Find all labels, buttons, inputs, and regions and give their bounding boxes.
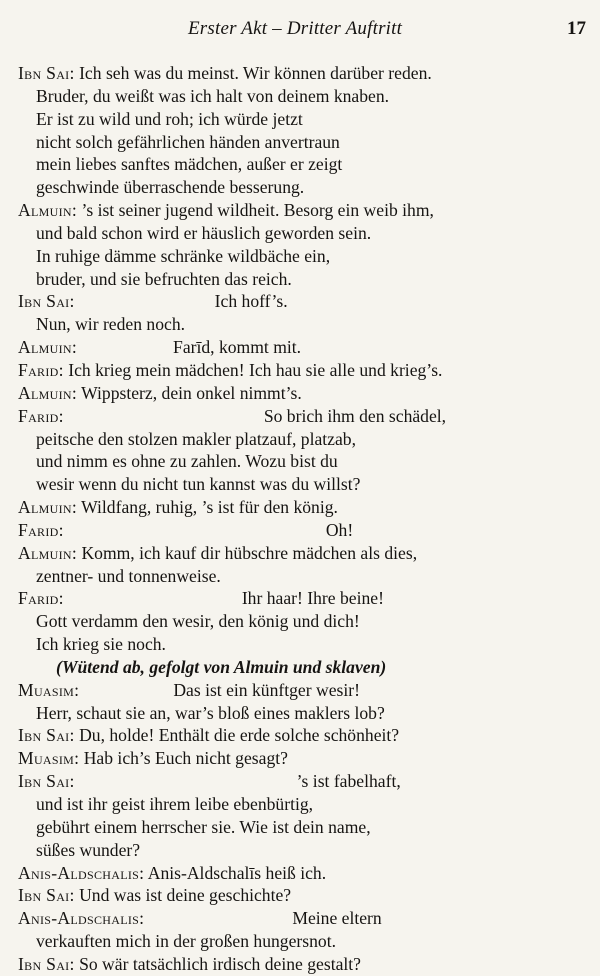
speaker-name: Farid: [18,359,64,380]
speech-line [18,290,588,313]
verse-line: verkauften mich in der großen hungersnot. [36,931,336,952]
speaker-name: Almuin: [18,200,78,221]
verse-line: Nun, wir reden noch. [36,314,186,335]
speaker-name: Ibn Sai: [18,63,75,83]
speech-text: So wär tatsächlich irdisch deine gestalt? [79,953,361,974]
verse-line: wesir wenn du nicht tun kannst was du willst? [36,474,361,495]
speech-text: Komm, ich kauf dir hübschre mädchen als dies, [81,542,418,563]
page-number: 17 [567,18,586,39]
verse-line: Herr, schaut sie an, war’s bloß eines maklers lob? [36,702,385,723]
play-text [18,62,588,976]
speech-line [18,382,588,405]
speaker-name: Muasim: [18,679,80,700]
verse-line: und bald schon wird er häuslich geworden sein. [36,222,372,243]
verse-line: Bruder, du weißt was ich halt von deinem knaben. [36,85,390,106]
speaker-name: Almuin: [18,542,78,563]
speaker-name: Ibn Sai: [18,885,75,906]
verse-line: und ist ihr geist ihrem leibe ebenbürtig, [36,794,314,814]
speech-line [18,519,588,542]
speech-text: ’s ist seiner jugend wildheit. Besorg ein weib ihm, [81,200,434,221]
speech-text: Wippsterz, dein onkel nimmt’s. [81,382,302,403]
speech-line [18,359,588,382]
verse-line: nicht solch gefährlichen händen anvertraun [36,131,340,152]
speaker-name: Almuin: [18,337,78,358]
speech-text: So brich ihm den schädel, [263,405,447,426]
speech-line [18,199,588,222]
speaker-name: Ibn Sai: [18,771,75,792]
speech-text: ’s ist fabelhaft, [296,771,401,792]
speaker-name: Muasim: [18,748,80,769]
speech-line [18,62,588,85]
running-title: Erster Akt – Dritter Auftritt [188,18,403,39]
speech-text: Ich hoff’s. [214,291,288,312]
running-head [0,18,600,46]
speech-text: Wildfang, ruhig, ’s ist für den könig. [81,497,338,518]
speaker-name: Farid: [18,588,64,609]
speaker-name: Anis-Aldschalis: [18,908,145,929]
speech-line [18,587,588,610]
speaker-name: Ibn Sai: [18,725,75,746]
speech-text: Ihr haar! Ihre beine! [241,588,384,609]
stage-direction: (Wütend ab, gefolgt von Almuin und sklaven) [56,656,387,677]
speech-line [18,405,588,428]
speaker-name: Ibn Sai: [18,953,75,974]
speech-line [18,747,588,770]
speech-text: Hab ich’s Euch nicht gesagt? [83,748,288,769]
speech-line [18,679,588,702]
speech-text: Farīd, kommt mit. [173,337,302,358]
speaker-name: Anis-Aldschalis: [18,862,145,883]
speech-line [18,724,588,747]
speech-line [18,770,588,793]
speech-line [18,862,588,885]
speech-line [18,884,588,907]
verse-line: In ruhige dämme schränke wildbäche ein, [36,245,331,266]
verse-line: geschwinde überraschende besserung. [36,177,305,198]
speaker-name: Almuin: [18,382,78,403]
speech-line [18,542,588,565]
speech-line [18,907,588,930]
speech-text: Du, holde! Enthält die erde solche schönheit? [79,725,400,746]
verse-line: Er ist zu wild und roh; ich würde jetzt [36,108,303,129]
verse-line: bruder, und sie befruchten das reich. [36,268,292,289]
verse-line: und nimm es ohne zu zahlen. Wozu bist du [36,451,338,472]
speaker-name: Ibn Sai: [18,291,75,312]
speech-text: Und was ist deine geschichte? [79,885,292,906]
speech-text: Oh! [325,519,354,540]
speech-line [18,336,588,359]
speech-text: Meine eltern [292,908,382,929]
speaker-name: Farid: [18,405,64,426]
verse-line: peitsche den stolzen makler platzauf, platzab, [36,428,356,449]
verse-line: Ich krieg sie noch. [36,634,166,655]
speaker-name: Farid: [18,519,64,540]
verse-line: zentner- und tonnenweise. [36,565,221,586]
speech-text: Ich seh was du meinst. Wir können darüber reden. [79,63,432,83]
speech-text: Ich krieg mein mädchen! Ich hau sie alle und krieg’s. [68,359,443,380]
verse-line: mein liebes sanftes mädchen, außer er zeigt [36,154,343,175]
speech-text: Anis-Aldschalīs heiß ich. [147,862,327,883]
speaker-name: Almuin: [18,497,78,518]
verse-line: süßes wunder? [36,839,141,860]
verse-line: Gott verdamm den wesir, den könig und dich! [36,611,360,632]
verse-line: gebührt einem herrscher sie. Wie ist dein name, [36,816,371,837]
speech-text: Das ist ein künftger wesir! [173,679,360,700]
speech-line [18,953,588,976]
speech-line [18,496,588,519]
